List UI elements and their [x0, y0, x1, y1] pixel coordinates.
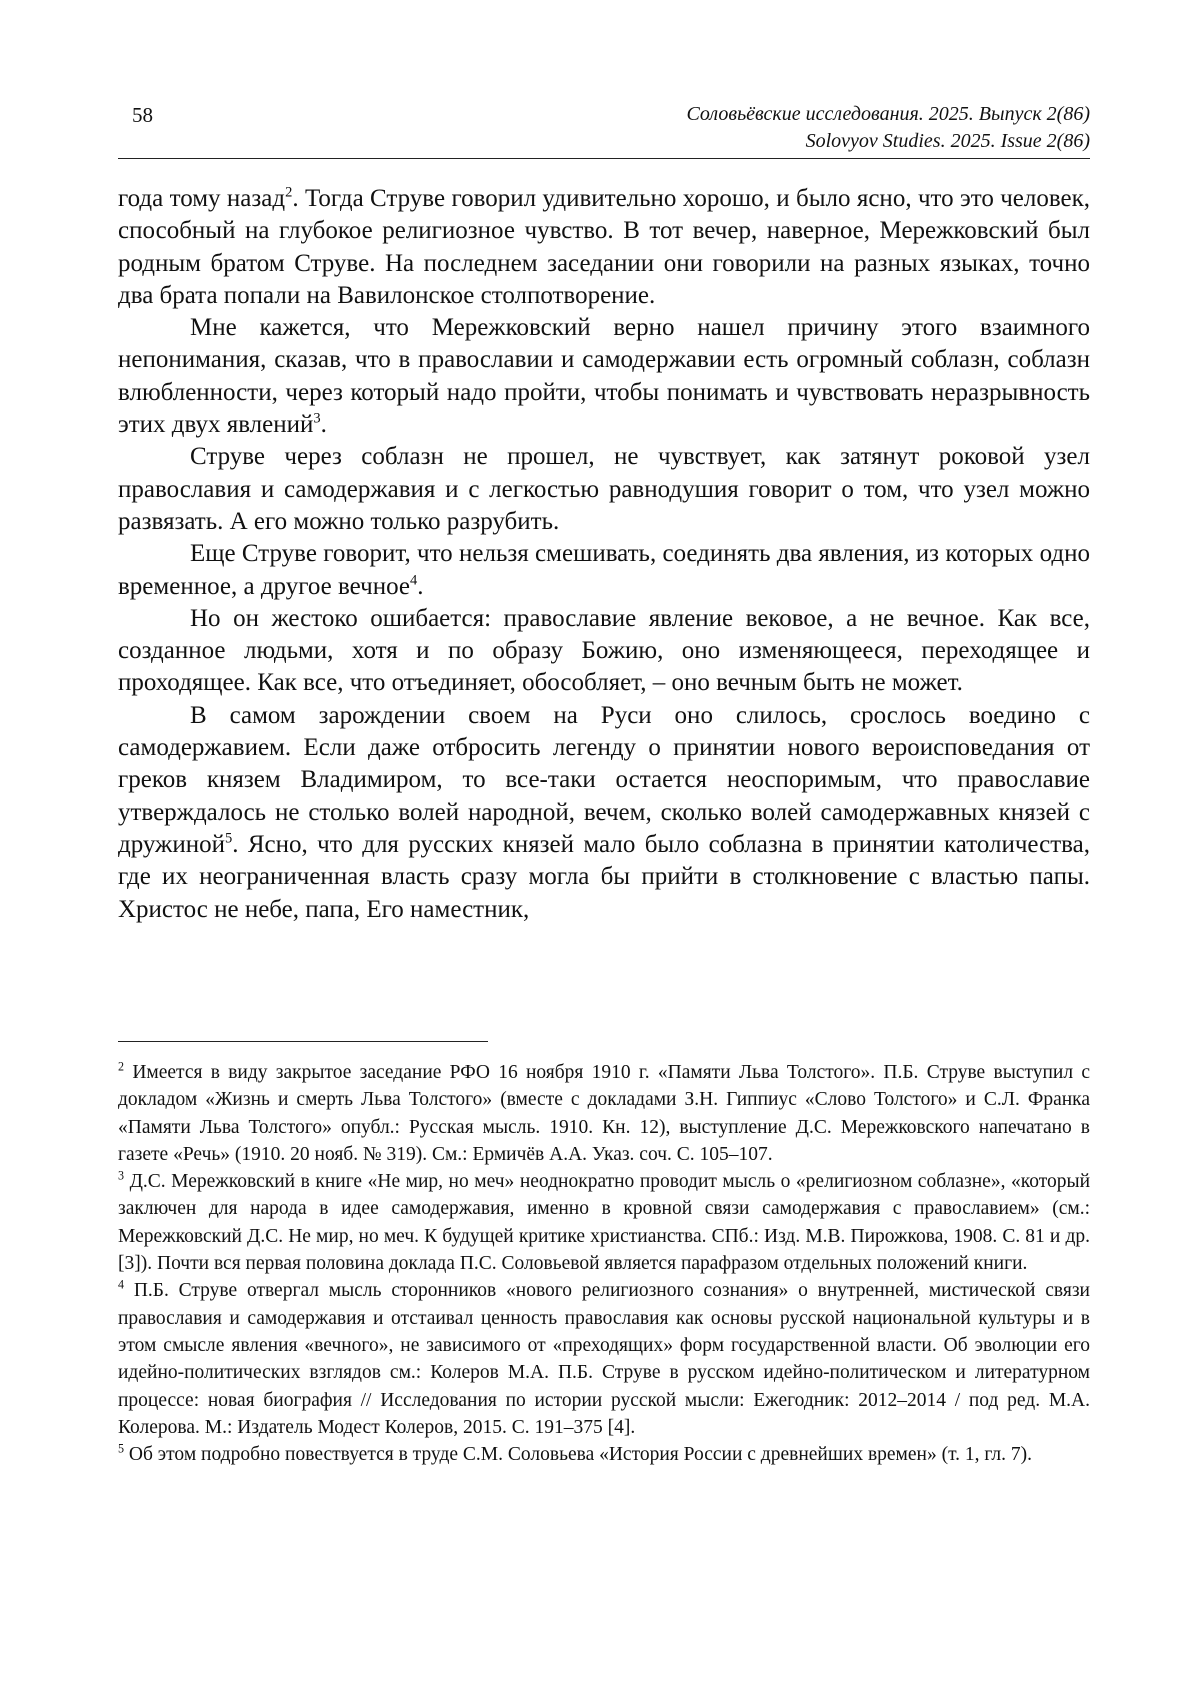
footnote-3 — [118, 1168, 1090, 1277]
footnote-2 — [118, 1059, 1090, 1168]
footnote-number: 4 — [118, 1277, 125, 1292]
footnote-ref-2[interactable]: 2 — [285, 184, 293, 201]
paragraph-4 — [118, 538, 1090, 603]
footnotes — [118, 1059, 1090, 1468]
paragraph-text: . — [320, 411, 327, 439]
footnote-text: П.Б. Струве отвергал мысль сторонников «нового религиозного сознания» о внутренней, мистической связи православия и самодержавия и отстаивал ценность православия как основы русской национальной культуры и в этом смысле явления «вечного», не зависимого от «преходящих» форм государственной власти. Об эволюции его идейно-политических взглядов см.: Колеров М.А. П.Б. Струве в русском идейно-политическом и литературном процессе: новая биография // Исследования по истории русской мысли: Ежегодник: 2012–2014 / под ред. М.А. Колерова. М.: Издатель Модест Колеров, 2015. С. 191–375 [4]. — [118, 1280, 1090, 1438]
paragraph-5: Но он жестоко ошибается: православие явление вековое, а не вечное. Как все, созданное людьми, хотя и по образу Божию, оно изменяющееся, переходящее и проходящее. Как все, что отъединяет, обособляет, – оно вечным быть не может. — [118, 604, 1090, 697]
footnote-ref-4[interactable]: 4 — [409, 572, 418, 589]
footnote-text: Об этом подробно повествуется в труде С.М. Соловьева «История России с древнейших времен» (т. 1, гл. 7). — [128, 1444, 1033, 1466]
footnote-4 — [118, 1277, 1090, 1441]
footnote-number: 5 — [118, 1441, 125, 1456]
footnote-ref-5[interactable]: 5 — [224, 830, 233, 847]
page-number: 58 — [132, 103, 153, 127]
paragraph-text: Еще Струве говорит, что нельзя смешивать, соединять два явления, из которых одно временное, а другое вечное — [118, 540, 1090, 600]
main-text — [118, 183, 1090, 926]
footnote-ref-3[interactable]: 3 — [313, 410, 321, 427]
paragraph-2 — [118, 312, 1090, 441]
header-rule — [118, 158, 1090, 159]
footnote-text: Д.С. Мережковский в книге «Не мир, но меч» неоднократно проводит мысль о «религиозном соблазне», «который заключен для народа в идее самодержавия, именно в кровной связи самодержавия с православием» (см.: Мережковский Д.С. Не мир, но меч. К будущей критике христианства. СПб.: Изд. М.В. Пирожкова, 1908. С. 81 и др. [3]). Почти вся первая половина доклада П.С. Соловьевой является парафразом отдельных положений книги. — [118, 1171, 1091, 1275]
footnote-5 — [118, 1441, 1090, 1468]
paragraph-text: . Тогда Струве говорил удивительно хорошо, и было ясно, что это человек, способный на глубокое религиозное чувство. В тот вечер, наверное, Мережковский был родным братом Струве. На последнем заседании они говорили на разных языках, точно два брата попали на Вавилонское столпотворение. — [118, 185, 1090, 309]
running-head — [686, 101, 1090, 155]
footnote-number: 2 — [118, 1059, 125, 1074]
paragraph-text: Мне кажется, что Мережковский верно нашел причину этого взаимного непонимания, сказав, что в православии и самодержавии есть огромный соблазн, соблазн влюбленности, через который надо пройти, чтобы понимать и чувствовать неразрывность этих двух явлений — [118, 314, 1090, 439]
paragraph-text: года тому назад — [118, 185, 286, 212]
paragraph-6 — [118, 700, 1090, 926]
paragraph-3: Струве через соблазн не прошел, не чувствует, как затянут роковой узел православия и самодержавия и с легкостью равнодушия говорит о том, что узел можно развязать. А его можно только разрубить. — [118, 443, 1090, 535]
footnote-text: Имеется в виду закрытое заседание РФО 16 ноября 1910 г. «Памяти Льва Толстого». П.Б. Струве выступил с докладом «Жизнь и смерть Льва Толстого» (вместе с докладами З.Н. Гиппиус «Слово Толстого» и С.Л. Франка «Памяти Льва Толстого» опубл.: Русская мысль. 1910. Кн. 12), выступление Д.С. Мережковского напечатано в газете «Речь» (1910. 20 нояб. № 319). См.: Ермичёв А.А. Указ. соч. С. 105–107. — [118, 1062, 1090, 1165]
paragraph-1 — [118, 183, 1090, 312]
paragraph-text: . Ясно, что для русских князей мало было соблазна в принятии католичества, где их неограниченная власть сразу могла бы прийти в столкновение с властью папы. Христос не небе, папа, Его наместник, — [118, 830, 1090, 923]
journal-title-ru: Соловьёвские исследования. 2025. Выпуск 2(86) — [686, 103, 1090, 125]
footnote-number: 3 — [118, 1168, 125, 1183]
paragraph-text: . — [417, 572, 424, 600]
journal-title-en: Solovyov Studies. 2025. Issue 2(86) — [805, 130, 1090, 152]
footnote-separator — [118, 1041, 488, 1042]
paragraph-text: В самом зарождении своем на Руси оно слилось, срослось воедино с самодержавием. Если даже отбросить легенду о принятии нового вероисповедания от греков князем Владимиром, то все-таки остается неоспоримым, что православие утверждалось не столько волей народной, вечем, сколько волей самодержавных князей с дружиной — [118, 701, 1090, 858]
